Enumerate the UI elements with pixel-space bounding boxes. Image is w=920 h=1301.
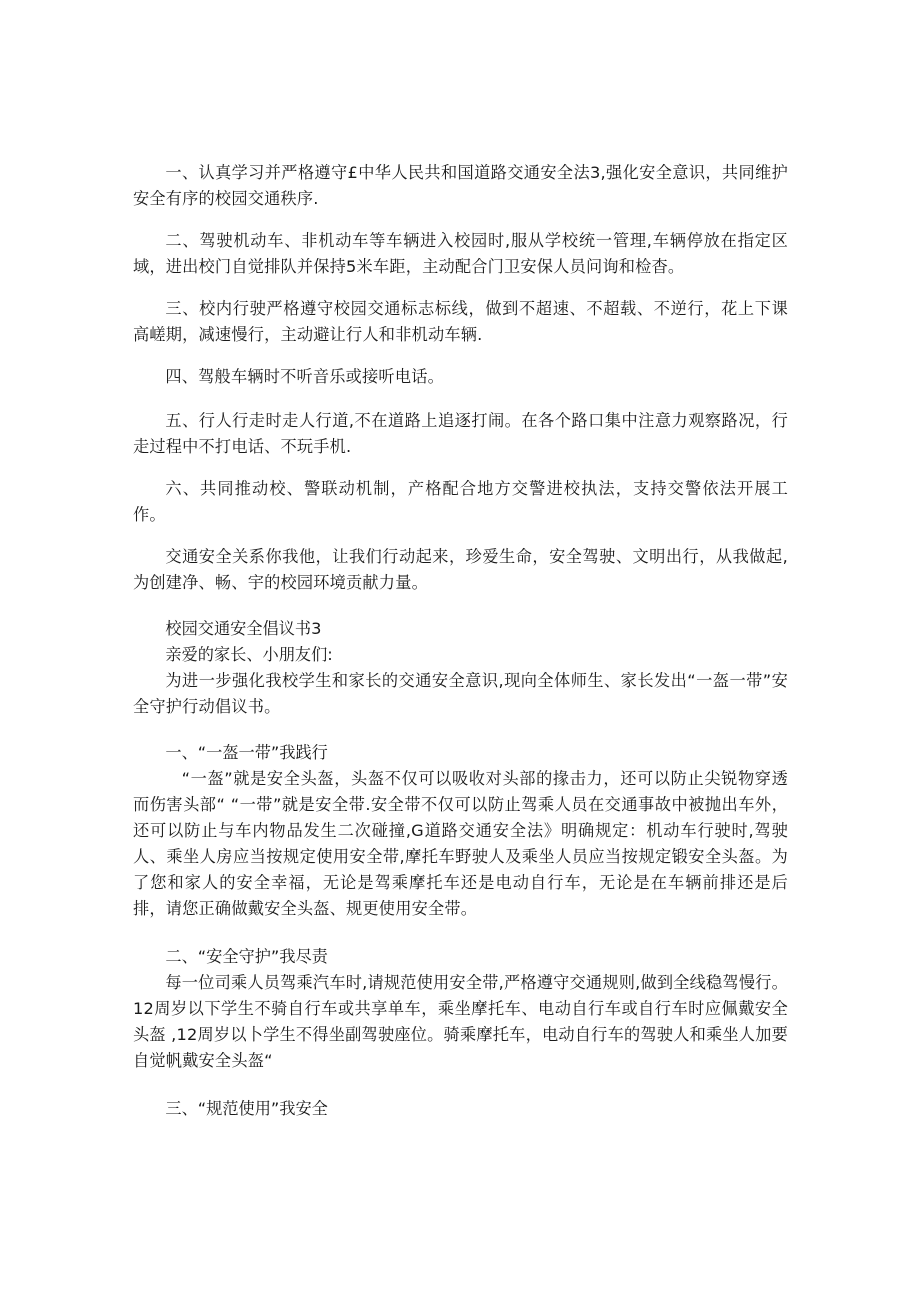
salutation: 亲爱的家长、小朋友们: bbox=[165, 645, 333, 664]
paragraph-item-5: 五、行人行走时走人行道,不在道路上追逐打闹。在各个路口集中注意力观察路况，行走过程中不打电话、不玩手机. bbox=[133, 411, 788, 456]
subheading-3: 三、“规范使用”我安全 bbox=[165, 1099, 328, 1118]
subheading-2: 二、“安全守护”我尽责 bbox=[165, 947, 328, 966]
paragraph-item-6: 六、共同推动校、警联动机制，产格配合地方交警进校执法，支持交警依法开展工作。 bbox=[133, 479, 788, 524]
section-title: 校园交通安全倡议书3 bbox=[165, 619, 322, 638]
rules-paragraph: 每一位司乘人员驾乘汽车时,请规范使用安全带,严格遵守交通规则,做到全线稳驾慢行。12周岁以下学生不骑自行车或共享单车，乘坐摩托车、电动自行车或自行车时应佩戴安全头盔 ,12周岁以卜学生不得坐副驾驶座位。骑乘摩托车，电动自行车的驾驶人和乘坐人加要自觉帆戴安全头盔“ bbox=[133, 973, 788, 1070]
intro-paragraph: 为进一步强化我校学生和家长的交通安全意识,现向全体师生、家长发出“一盔一带”安全守护行动倡议书。 bbox=[133, 671, 788, 716]
helmet-belt-paragraph: “一盔”就是安全头盔，头盔不仅可以吸收对头部的掾击力，还可以防止尖锐物穿透而伤害头部“ “一带”就是安全带.安全带不仅可以防止驾乘人员在交通事故中被抛出车外，还可以防止与车内物品发生二次碰撞,G道路交通安全法》明确规定：机动车行驶时,驾驶人、乘坐人房应当按规定使用安全带,摩托车野驶人及乘坐人员应当按规定锻安全头盔。为了您和家人的安全幸福，无论是驾乘摩托车还是电动自行车，无论是在车辆前排还是后排，请您正确做戴安全头盔、规更使用安全带。 bbox=[133, 769, 788, 918]
subheading-1: 一、“一盔一带”我践行 bbox=[165, 743, 328, 762]
document-body bbox=[133, 160, 788, 1122]
paragraph-item-1: 一、认真学习并严格遵守£中华人民共和国道路交通安全法3,强化安全意识，共同维护安全有序的校园交通秩序. bbox=[133, 163, 788, 208]
paragraph-item-2: 二、驾驶机动车、非机动车等车辆进入校园时,服从学校统一管理,车辆停放在指定区域，进出校门自觉排队并保持5米车距，主动配合门卫安保人员问询和检杳。 bbox=[133, 231, 788, 276]
paragraph-item-4: 四、驾般车辆时不听音乐或接听电话。 bbox=[165, 367, 444, 386]
closing-paragraph: 交通安全关系你我他，让我们行动起来，珍爱生命，安全驾驶、文明出行，从我做起,为创建净、畅、宇的校园环境贡献力量。 bbox=[133, 547, 788, 592]
paragraph-item-3: 三、校内行驶严格遵守校园交通标志标线，做到不超速、不超载、不逆行，花上下课高嵯期，减速慢行，主动避让行人和非机动车辆. bbox=[133, 299, 788, 344]
